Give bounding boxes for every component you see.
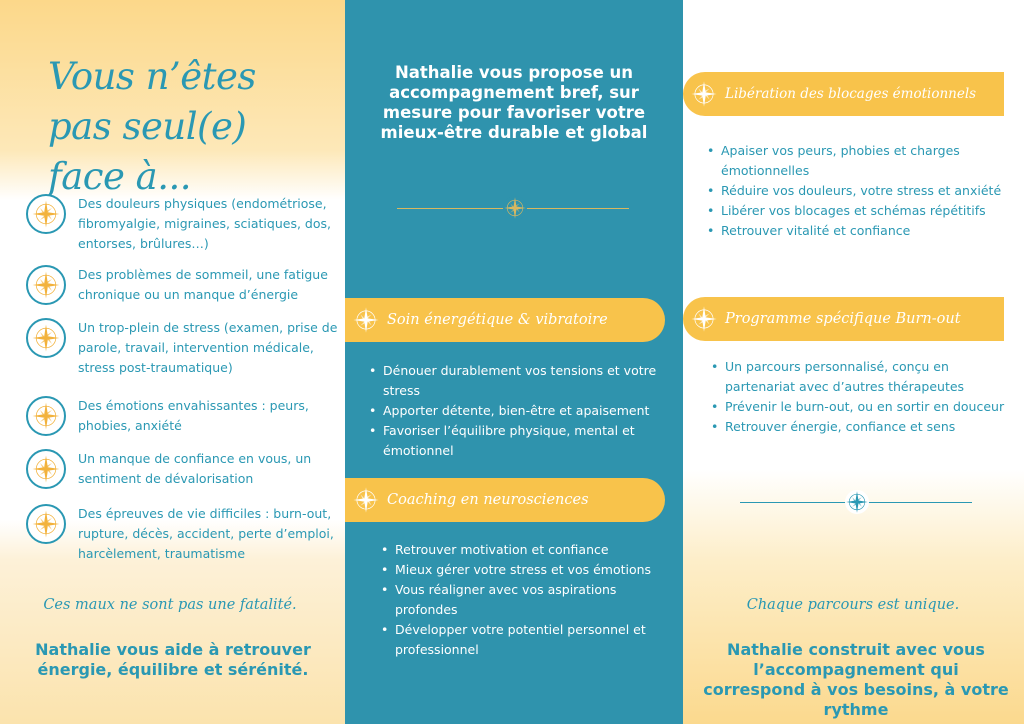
list-item: • Un parcours personnalisé, conçu en partenariat avec d’autres thérapeutes bbox=[711, 357, 1011, 397]
compass-icon bbox=[26, 318, 66, 358]
intro-text: Nathalie vous propose un accompagnement bref, sur mesure pour favoriser votre mieux-être durable et global bbox=[380, 63, 648, 142]
burnout-list bbox=[711, 357, 1011, 437]
soin-list bbox=[369, 361, 669, 461]
compass-icon bbox=[689, 304, 719, 334]
tagline: Chaque parcours est unique. bbox=[746, 597, 960, 613]
compass-icon bbox=[26, 265, 66, 305]
middle-panel bbox=[345, 0, 683, 724]
section-header-coaching bbox=[345, 478, 665, 522]
list-item: • Vous réaligner avec vos aspirations profondes bbox=[381, 580, 681, 620]
right-panel bbox=[683, 0, 1024, 724]
list-item bbox=[26, 449, 338, 489]
section-header-liberation bbox=[683, 72, 1004, 116]
list-item: • Développer votre potentiel personnel et professionnel bbox=[381, 620, 681, 660]
list-item: • Retrouver motivation et confiance bbox=[381, 540, 681, 560]
issue-text: Des douleurs physiques (endométriose, fibromyalgie, migraines, sciatiques, dos, entorses, brûlures…) bbox=[78, 196, 331, 251]
list-item: • Apporter détente, bien-être et apaisement bbox=[369, 401, 669, 421]
compass-icon bbox=[844, 489, 870, 515]
list-item bbox=[26, 396, 338, 436]
list-item bbox=[26, 504, 338, 564]
list-item bbox=[26, 194, 338, 254]
issue-text: Des épreuves de vie difficiles : burn-out, rupture, décès, accident, perte d’emploi, harcèlement, traumatisme bbox=[78, 506, 334, 561]
tagline: Ces maux ne sont pas une fatalité. bbox=[43, 597, 297, 613]
section-header-burnout bbox=[683, 297, 1004, 341]
list-item bbox=[26, 265, 338, 305]
compass-icon bbox=[502, 195, 528, 221]
compass-icon bbox=[689, 79, 719, 109]
list-item: • Réduire vos douleurs, votre stress et anxiété bbox=[707, 181, 1007, 201]
list-item: • Libérer vos blocages et schémas répétitifs bbox=[707, 201, 1007, 221]
closing-statement: Nathalie construit avec vous l’accompagnement qui correspond à vos besoins, à votre rythme bbox=[703, 640, 1009, 719]
compass-icon bbox=[26, 449, 66, 489]
compass-icon bbox=[26, 396, 66, 436]
section-header-soin bbox=[345, 298, 665, 342]
list-item: • Apaiser vos peurs, phobies et charges émotionnelles bbox=[707, 141, 1007, 181]
coaching-list bbox=[381, 540, 681, 660]
compass-icon bbox=[351, 305, 381, 335]
section-title: Coaching en neurosciences bbox=[387, 492, 589, 508]
list-item: • Mieux gérer votre stress et vos émotions bbox=[381, 560, 681, 580]
compass-icon bbox=[351, 485, 381, 515]
page-title: Vous n’êtes pas seul(e) face à... bbox=[48, 55, 256, 198]
issue-text: Des émotions envahissantes : peurs, phobies, anxiété bbox=[78, 398, 309, 433]
section-title: Soin énergétique & vibratoire bbox=[387, 312, 608, 328]
compass-icon bbox=[26, 194, 66, 234]
list-item: • Prévenir le burn-out, ou en sortir en douceur bbox=[711, 397, 1011, 417]
list-item: • Favoriser l’équilibre physique, mental et émotionnel bbox=[369, 421, 669, 461]
section-title: Libération des blocages émotionnels bbox=[725, 86, 977, 102]
list-item: • Dénouer durablement vos tensions et votre stress bbox=[369, 361, 669, 401]
section-title: Programme spécifique Burn-out bbox=[725, 311, 961, 327]
compass-icon bbox=[26, 504, 66, 544]
closing-statement: Nathalie vous aide à retrouver énergie, équilibre et sérénité. bbox=[35, 640, 311, 679]
list-item bbox=[26, 318, 338, 378]
list-item: • Retrouver énergie, confiance et sens bbox=[711, 417, 1011, 437]
issue-text: Des problèmes de sommeil, une fatigue chronique ou un manque d’énergie bbox=[78, 267, 328, 302]
left-panel bbox=[0, 0, 345, 724]
list-item: • Retrouver vitalité et confiance bbox=[707, 221, 1007, 241]
issue-text: Un manque de confiance en vous, un sentiment de dévalorisation bbox=[78, 451, 312, 486]
liberation-list bbox=[707, 141, 1007, 241]
issue-text: Un trop-plein de stress (examen, prise de parole, travail, intervention médicale, stress post-traumatique) bbox=[78, 320, 338, 375]
